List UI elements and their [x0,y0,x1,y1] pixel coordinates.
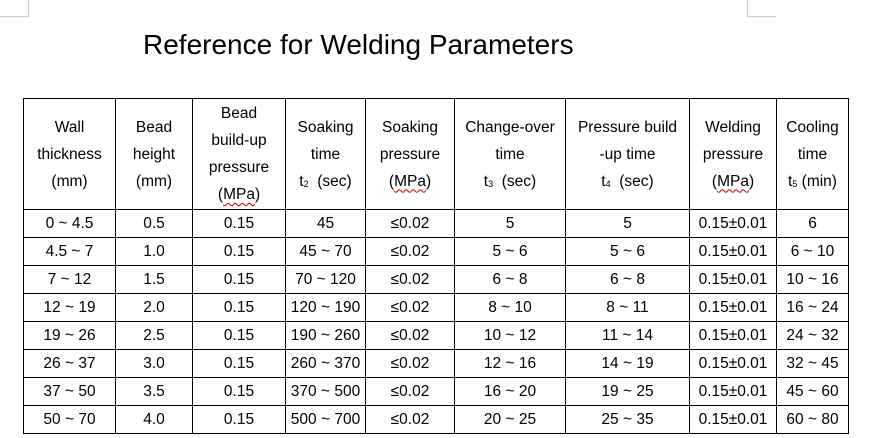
table-cell: 70 ~ 120 [286,266,366,294]
table-cell: 45 [286,210,366,238]
table-cell: ≤0.02 [366,294,455,322]
header-unit: (sec) [493,172,537,190]
header-unit: (min) [797,172,837,190]
table-cell: 0.15±0.01 [690,210,777,238]
table-row [24,266,849,294]
header-paren-close: ) [748,172,755,190]
table-cell: 0.15±0.01 [690,238,777,266]
table-cell: 0.15 [193,210,286,238]
table-cell: 60 ~ 80 [777,406,849,434]
table-cell: ≤0.02 [366,406,455,434]
header-subscript: 5 [792,178,798,189]
header-paren-close: ) [425,172,432,190]
table-cell: 0.15±0.01 [690,406,777,434]
header-unit: (sec) [308,172,352,190]
table-cell: ≤0.02 [366,266,455,294]
table-cell: 1.0 [116,238,193,266]
table-cell: 4.0 [116,406,193,434]
header-line [566,168,689,195]
table-body [24,210,849,434]
table-cell: 16 ~ 24 [777,294,849,322]
header-bead-build-up-pressure [193,99,286,210]
table-row [24,294,849,322]
header-line: Pressure build [577,118,678,136]
welding-parameters-table [23,98,849,434]
table-cell: ≤0.02 [366,378,455,406]
table-cell: 0.15±0.01 [690,294,777,322]
header-cooling-time [777,99,849,210]
header-symbol: t [601,172,606,190]
table-cell: 16 ~ 20 [455,378,566,406]
table-cell: 12 ~ 19 [24,294,116,322]
table-cell: 0.15 [193,294,286,322]
header-pressure-build-up-time [566,99,690,210]
header-line: Cooling [786,118,839,136]
table-row [24,210,849,238]
header-soaking-pressure [366,99,455,210]
table-cell: 26 ~ 37 [24,350,116,378]
table-cell: 0 ~ 4.5 [24,210,116,238]
header-symbol: t [483,172,489,190]
header-line [455,168,565,195]
header-line: Bead [135,118,173,136]
header-welding-pressure [690,99,777,210]
header-unit-spellcheck: MPa [394,172,426,190]
document-title: Reference for Welding Parameters [143,29,574,60]
header-paren-close: ) [254,186,261,203]
table-cell: 2.5 [116,322,193,350]
header-symbol: t [788,172,793,190]
table-cell: 0.15 [193,322,286,350]
table-cell: 2.0 [116,294,193,322]
header-line: (mm) [135,172,173,190]
table-cell: 0.15±0.01 [690,350,777,378]
table-cell: 0.15 [193,378,286,406]
table-cell: 45 ~ 60 [777,378,849,406]
table-cell: 6 ~ 10 [777,238,849,266]
table-cell: 8 ~ 10 [455,294,566,322]
page-corner-mark-right [747,0,776,17]
table-cell: 7 ~ 12 [24,266,116,294]
table-cell: 260 ~ 370 [286,350,366,378]
header-line: pressure [702,145,764,163]
table-header-row [24,99,849,210]
table-cell: 1.5 [116,266,193,294]
table-cell: 5 [455,210,566,238]
table-cell: 25 ~ 35 [566,406,690,434]
table-cell: ≤0.02 [366,238,455,266]
table-cell: 11 ~ 14 [566,322,690,350]
header-change-over-time [455,99,566,210]
header-line [193,181,285,208]
header-line: (mm) [51,172,88,190]
table-cell: 24 ~ 32 [777,322,849,350]
header-paren-open: ( [388,172,395,190]
header-line: build-up [211,132,267,149]
header-wall-thickness [24,99,116,210]
table-cell: 50 ~ 70 [24,406,116,434]
table-cell: 5 ~ 6 [566,238,690,266]
header-line: time [495,145,525,163]
table-cell: ≤0.02 [366,210,455,238]
header-line: -up time [599,145,656,163]
table-cell: 10 ~ 12 [455,322,566,350]
table-cell: ≤0.02 [366,322,455,350]
table-row [24,350,849,378]
header-soaking-time [286,99,366,210]
header-line: Welding [705,118,761,136]
table-cell: 0.15 [193,266,286,294]
header-line [777,168,848,195]
table-cell: 6 ~ 8 [455,266,566,294]
header-line: Soaking [381,118,438,136]
table-cell: 45 ~ 70 [286,238,366,266]
header-subscript: 2 [303,178,309,189]
header-symbol: t [299,172,304,190]
header-line [690,168,776,195]
table-row [24,238,849,266]
table-cell: 190 ~ 260 [286,322,366,350]
header-line: Soaking [297,118,354,136]
table-cell: 19 ~ 26 [24,322,116,350]
table-cell: 0.15±0.01 [690,378,777,406]
table-cell: 14 ~ 19 [566,350,690,378]
header-line [366,168,454,195]
header-line [286,168,365,195]
header-line: height [132,145,176,163]
header-paren-open: ( [217,186,224,203]
header-bead-height [116,99,193,210]
header-line: time [797,145,828,163]
table-cell: 4.5 ~ 7 [24,238,116,266]
header-subscript: 4 [605,178,611,189]
header-line: Change-over [465,118,555,136]
table-row [24,406,849,434]
table-cell: 3.0 [116,350,193,378]
table-cell: 0.15 [193,350,286,378]
table-cell: 19 ~ 25 [566,378,690,406]
table-cell: ≤0.02 [366,350,455,378]
table-cell: 6 ~ 8 [566,266,690,294]
header-line: Bead [220,105,258,122]
page-corner-mark-left [0,0,29,17]
table-cell: 8 ~ 11 [566,294,690,322]
header-line: pressure [379,145,441,163]
header-subscript: 3 [488,178,494,189]
table-cell: 3.5 [116,378,193,406]
table-cell: 0.5 [116,210,193,238]
header-unit-spellcheck: MPa [223,186,255,203]
table-cell: 37 ~ 50 [24,378,116,406]
table-cell: 12 ~ 16 [455,350,566,378]
header-line: pressure [208,159,270,176]
table-cell: 0.15±0.01 [690,266,777,294]
table-cell: 0.15 [193,406,286,434]
header-line: thickness [37,145,102,163]
table-cell: 0.15±0.01 [690,322,777,350]
header-paren-open: ( [711,172,718,190]
table-row [24,378,849,406]
table-cell: 5 ~ 6 [455,238,566,266]
table-cell: 5 [566,210,690,238]
table-cell: 32 ~ 45 [777,350,849,378]
table-cell: 370 ~ 500 [286,378,366,406]
table-cell: 0.15 [193,238,286,266]
table-row [24,322,849,350]
header-line: Wall [54,118,85,136]
header-line: time [310,145,341,163]
table-cell: 500 ~ 700 [286,406,366,434]
header-unit: (sec) [610,172,654,190]
table-cell: 120 ~ 190 [286,294,366,322]
table-cell: 20 ~ 25 [455,406,566,434]
table-cell: 6 [777,210,849,238]
table-cell: 10 ~ 16 [777,266,849,294]
header-unit-spellcheck: MPa [717,172,749,190]
